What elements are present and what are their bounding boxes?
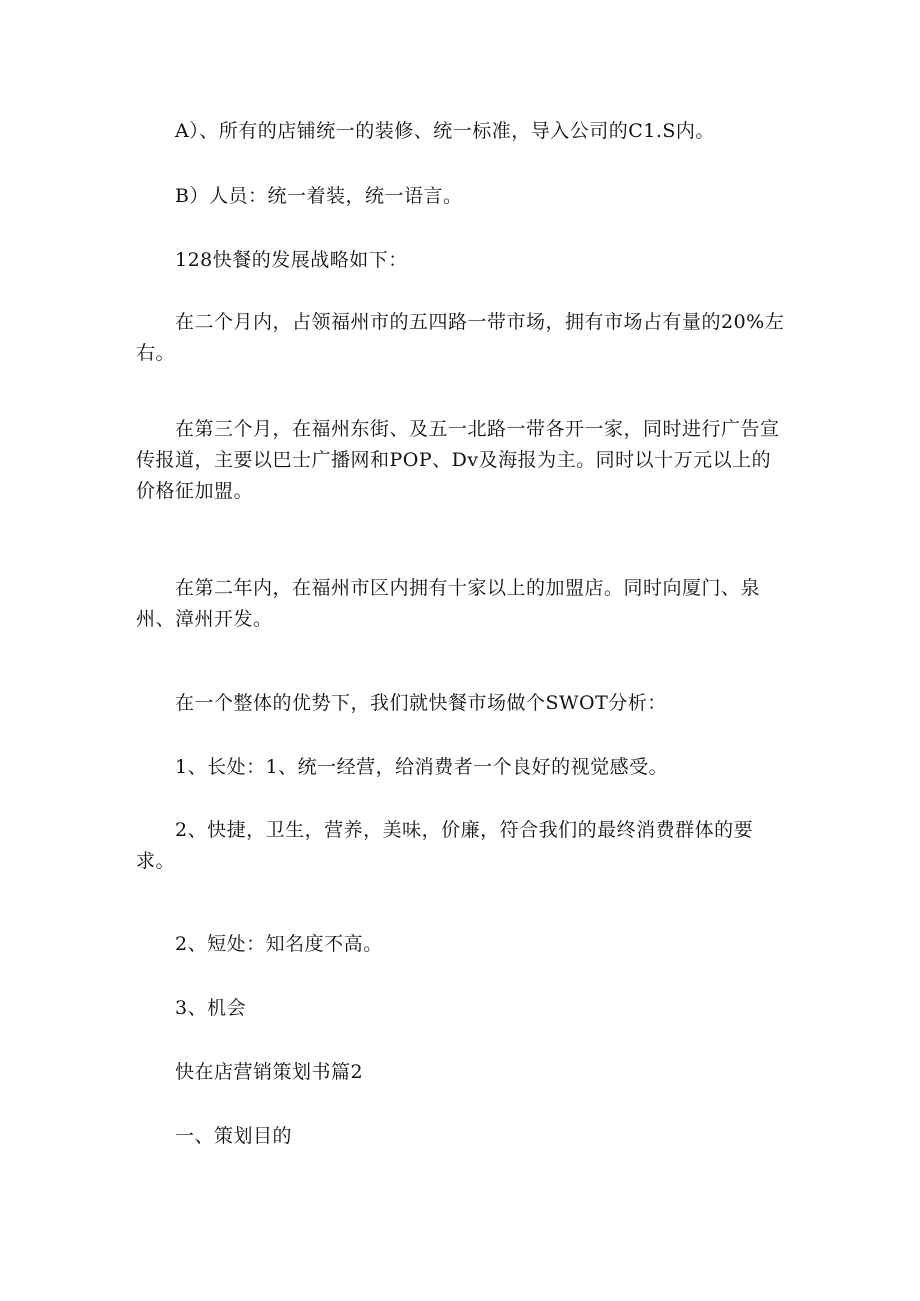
- heading-planning-purpose: 一、策划目的: [175, 1125, 293, 1147]
- paragraph-weaknesses: 2、短处：知名度不高。: [175, 933, 383, 955]
- paragraph-strengths: 1、长处：1、统一经营，给消费者一个良好的视觉感受。: [175, 756, 669, 778]
- paragraph-swot-intro: 在一个整体的优势下，我们就快餐市场做个SWOT分析：: [175, 692, 667, 714]
- paragraph-third-month: 在第三个月，在福州东街、及五一北路一带各开一家，同时进行广告宣传报道，主要以巴士广播网和POP、Dv及海报为主。同时以十万元以上的价格征加盟。: [136, 418, 780, 502]
- paragraph-two-months: 在二个月内，占领福州市的五四路一带市场，拥有市场占有量的20%左右。: [136, 311, 785, 364]
- paragraph-opportunities: 3、机会: [175, 997, 247, 1019]
- paragraph-second-year: 在第二年内，在福州市区内拥有十家以上的加盟店。同时向厦门、泉州、漳州开发。: [136, 577, 761, 630]
- paragraph-strategy-heading: 128快餐的发展战略如下：: [175, 249, 408, 271]
- paragraph-store-decoration: A）、所有的店铺统一的装修、统一标准，导入公司的C1.S内。: [175, 120, 715, 142]
- section-title-plan-2: 快在店营销策划书篇2: [175, 1061, 364, 1083]
- paragraph-staff-uniform: B）人员：统一着装，统一语言。: [175, 185, 463, 207]
- paragraph-fast-healthy: 2、快捷，卫生，营养，美味，价廉，符合我们的最终消费群体的要求。: [136, 819, 754, 872]
